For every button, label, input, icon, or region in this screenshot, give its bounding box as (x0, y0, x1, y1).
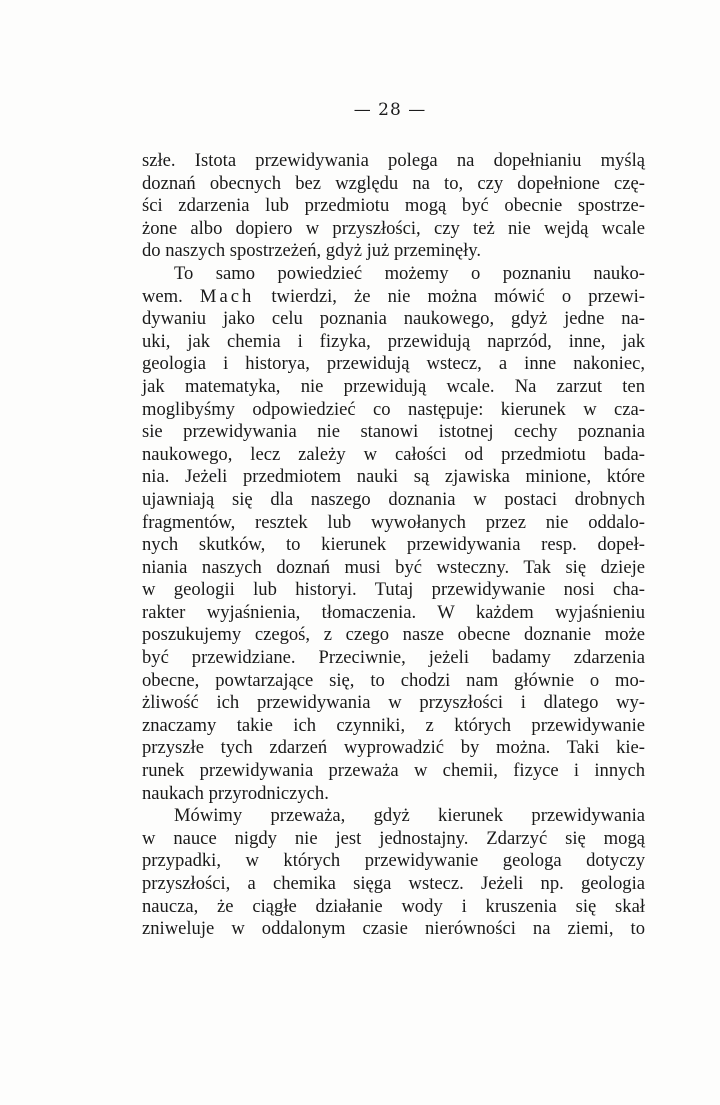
text-line: ści zdarzenia lub przedmiotu mogą być obecnie spostrze- (142, 195, 645, 217)
text-line: rakter wyjaśnienia, tłomaczenia. W każdem wyjaśnieniu (142, 601, 645, 623)
text-line: w nauce nigdy nie jest jednostajny. Zdarzyć się mogą (142, 827, 645, 849)
text-line: naukowego, lecz zależy w całości od przedmiotu bada- (142, 443, 645, 465)
text-line: nych skutków, to kierunek przewidywania resp. dopeł- (142, 534, 645, 556)
text-line: geologia i historya, przewidują wstecz, a inne nakoniec, (142, 353, 645, 375)
text-line: znaczamy takie ich czynniki, z których przewidywanie (142, 714, 645, 736)
text-line: nia. Jeżeli przedmiotem nauki są zjawiska minione, które (142, 466, 645, 488)
text-line: zniweluje w oddalonym czasie nierówności na ziemi, to (142, 918, 645, 940)
text-line: doznań obecnych bez względu na to, czy dopełnione czę- (142, 172, 645, 194)
paragraph (142, 805, 645, 941)
text-line: Mówimy przeważa, gdyż kierunek przewidywania (174, 805, 645, 827)
text-line: szłe. Istota przewidywania polega na dopełnianiu myślą (142, 150, 645, 171)
text-line: To samo powiedzieć możemy o poznaniu nauko- (174, 262, 645, 284)
text-line: moglibyśmy odpowiedzieć co następuje: kierunek w cza- (142, 398, 645, 420)
text-line: przyszłe tych zdarzeń wyprowadzić by można. Taki kie- (142, 737, 645, 759)
text-line: fragmentów, resztek lub wywołanych przez nie oddalo- (142, 511, 645, 533)
text-line: ujawniają się dla naszego doznania w postaci drobnych (142, 488, 645, 510)
text-line: naukach przyrodniczych. (142, 782, 329, 804)
text-line: naucza, że ciągłe działanie wody i kruszenia się skał (142, 895, 645, 917)
text-line: jak matematyka, nie przewidują wcale. Na zarzut ten (142, 375, 645, 397)
text-line: żone albo dopiero w przyszłości, czy też nie wejdą wcale (142, 217, 645, 239)
paragraph (142, 150, 645, 263)
text-line: do naszych spostrzeżeń, gdyż już przeminęły. (142, 240, 482, 262)
text-line: przyszłości, a chemika sięga wstecz. Jeżeli np. geologia (142, 873, 645, 894)
text-line: żliwość ich przewidywania w przyszłości i dlatego wy- (142, 692, 645, 714)
text-line: niania naszych doznań musi być wsteczny. Tak się dzieje (142, 556, 645, 578)
text-line: sie przewidywania nie stanowi istotnej cechy poznania (142, 421, 645, 443)
text-line: obecne, powtarzające się, to chodzi nam głównie o mo- (142, 669, 645, 691)
paragraph (142, 263, 645, 805)
text-line: być przewidziane. Przeciwnie, jeżeli badamy zdarzenia (142, 647, 645, 669)
text-line: dywaniu jako celu poznania naukowego, gdyż jedne na- (142, 308, 645, 330)
text-line: w geologii lub historyi. Tutaj przewidywanie nosi cha- (142, 579, 645, 601)
text-line: runek przewidywania przeważa w chemii, fizyce i innych (142, 760, 645, 782)
text-block (142, 150, 645, 941)
text-line: wem. Mach twierdzi, że nie można mówić o przewi- (142, 285, 645, 307)
text-line: uki, jak chemia i fizyka, przewidują naprzód, inne, jak (142, 330, 645, 352)
text-line: przypadki, w których przewidywanie geologa dotyczy (142, 850, 645, 872)
text-line: poszukujemy czegoś, z czego nasze obecne doznanie może (142, 624, 645, 646)
author-name: Mach (199, 285, 255, 307)
page-number: — 28 — (353, 100, 427, 120)
